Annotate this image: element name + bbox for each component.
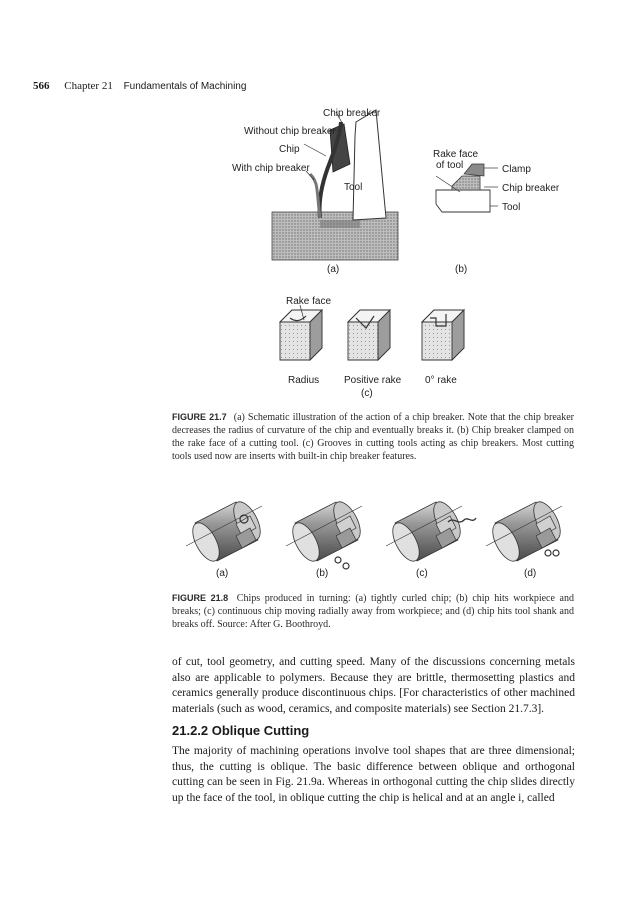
fig8-turning-c [386, 498, 476, 565]
chapter-title: Fundamentals of Machining [123, 81, 247, 92]
label-radius: Radius [288, 375, 320, 386]
chapter-label: Chapter 21 [64, 80, 113, 92]
fig8-turning-d [486, 498, 566, 565]
fig8-turning-b [286, 498, 366, 569]
clamp-b [464, 164, 484, 176]
label-rake-face-of-tool-2: of tool [436, 160, 464, 171]
cut-zone [320, 220, 360, 228]
label-rake-face-of-tool-1: Rake face [433, 149, 479, 160]
fig7c-insert-zero-rake [422, 310, 464, 360]
label-clamp: Clamp [502, 164, 531, 175]
figure-21-7-caption-label: FIGURE 21.7 [172, 412, 227, 422]
running-header [33, 80, 246, 92]
label-without-chip-breaker: Without chip breaker [244, 126, 336, 137]
chip-with-breaker [310, 174, 320, 218]
figure-21-8-caption-label: FIGURE 21.8 [172, 593, 229, 603]
fig8-label-d: (d) [524, 568, 537, 579]
figure-21-8-caption [172, 592, 574, 631]
label-zero-rake: 0° rake [425, 375, 457, 386]
label-rake-face-c: Rake face [286, 296, 332, 307]
section-heading: 21.2.2 Oblique Cutting [172, 723, 310, 738]
label-chip-breaker-b: Chip breaker [502, 183, 560, 194]
figure-21-7 [0, 100, 636, 400]
tool-b [436, 190, 490, 212]
figure-21-7-caption-text: (a) Schematic illustration of the action of a chip breaker. Note that the chip breaker decreases the radius of curvature of the chip and eventually breaks it. (b) Chip breaker clamped on the rake face of a cutting tool. (c) Grooves in cutting tools acting as chip breakers. Most cutting tools used now are inserts with built-in chip breaker features. [172, 412, 574, 462]
label-panel-c: (c) [361, 388, 373, 399]
body-paragraph-2: The majority of machining operations involve tool shapes that are three dimensional; thus, the cutting is oblique. The basic difference between oblique and orthogonal cutting can be seen in Fig. 21.9a. Whereas in orthogonal cutting the chip slides directly up the face of the tool, in oblique cutting the chip is helical and at an angle i, called [172, 745, 575, 804]
fig8-label-b: (b) [316, 568, 329, 579]
fig8-label-c: (c) [416, 568, 428, 579]
label-positive-rake: Positive rake [344, 375, 402, 386]
chip-breaker-b-block [452, 176, 480, 190]
fig8-label-a: (a) [216, 568, 229, 579]
label-tool: Tool [344, 182, 363, 193]
page-number: 566 [33, 80, 50, 92]
body-paragraph-1: of cut, tool geometry, and cutting speed. Many of the discussions concerning metals also are applicable to polymers. Because they are brittle, thermosetting plastics and ceramics generally produce discontinuous chips. [For characteristics of other machined materials (such as wood, ceramics, and composite materials) see Section 21.7.3]. [172, 656, 575, 715]
fig7c-insert-radius [280, 310, 322, 360]
tool-body [353, 110, 386, 220]
label-chip-breaker: Chip breaker [323, 108, 381, 119]
label-with-chip-breaker: With chip breaker [232, 163, 310, 174]
figure-21-8-caption-text: Chips produced in turning: (a) tightly curled chip; (b) chip hits workpiece and breaks; (c) continuous chip moving radially away from workpiece; and (d) chip hits tool shank and breaks off. Source: After G. Boothroyd. [172, 593, 574, 630]
label-tool-b: Tool [502, 202, 521, 213]
label-chip: Chip [279, 144, 300, 155]
fig7b-drawing [436, 164, 498, 212]
fig8-turning-a [186, 498, 266, 565]
workpiece-shading [272, 212, 398, 260]
figure-21-7-caption [172, 411, 574, 463]
leader-chip [304, 144, 326, 156]
label-panel-b: (b) [455, 264, 468, 275]
figure-21-8 [0, 478, 636, 588]
fig7c-insert-positive [348, 310, 390, 360]
label-panel-a: (a) [327, 264, 340, 275]
